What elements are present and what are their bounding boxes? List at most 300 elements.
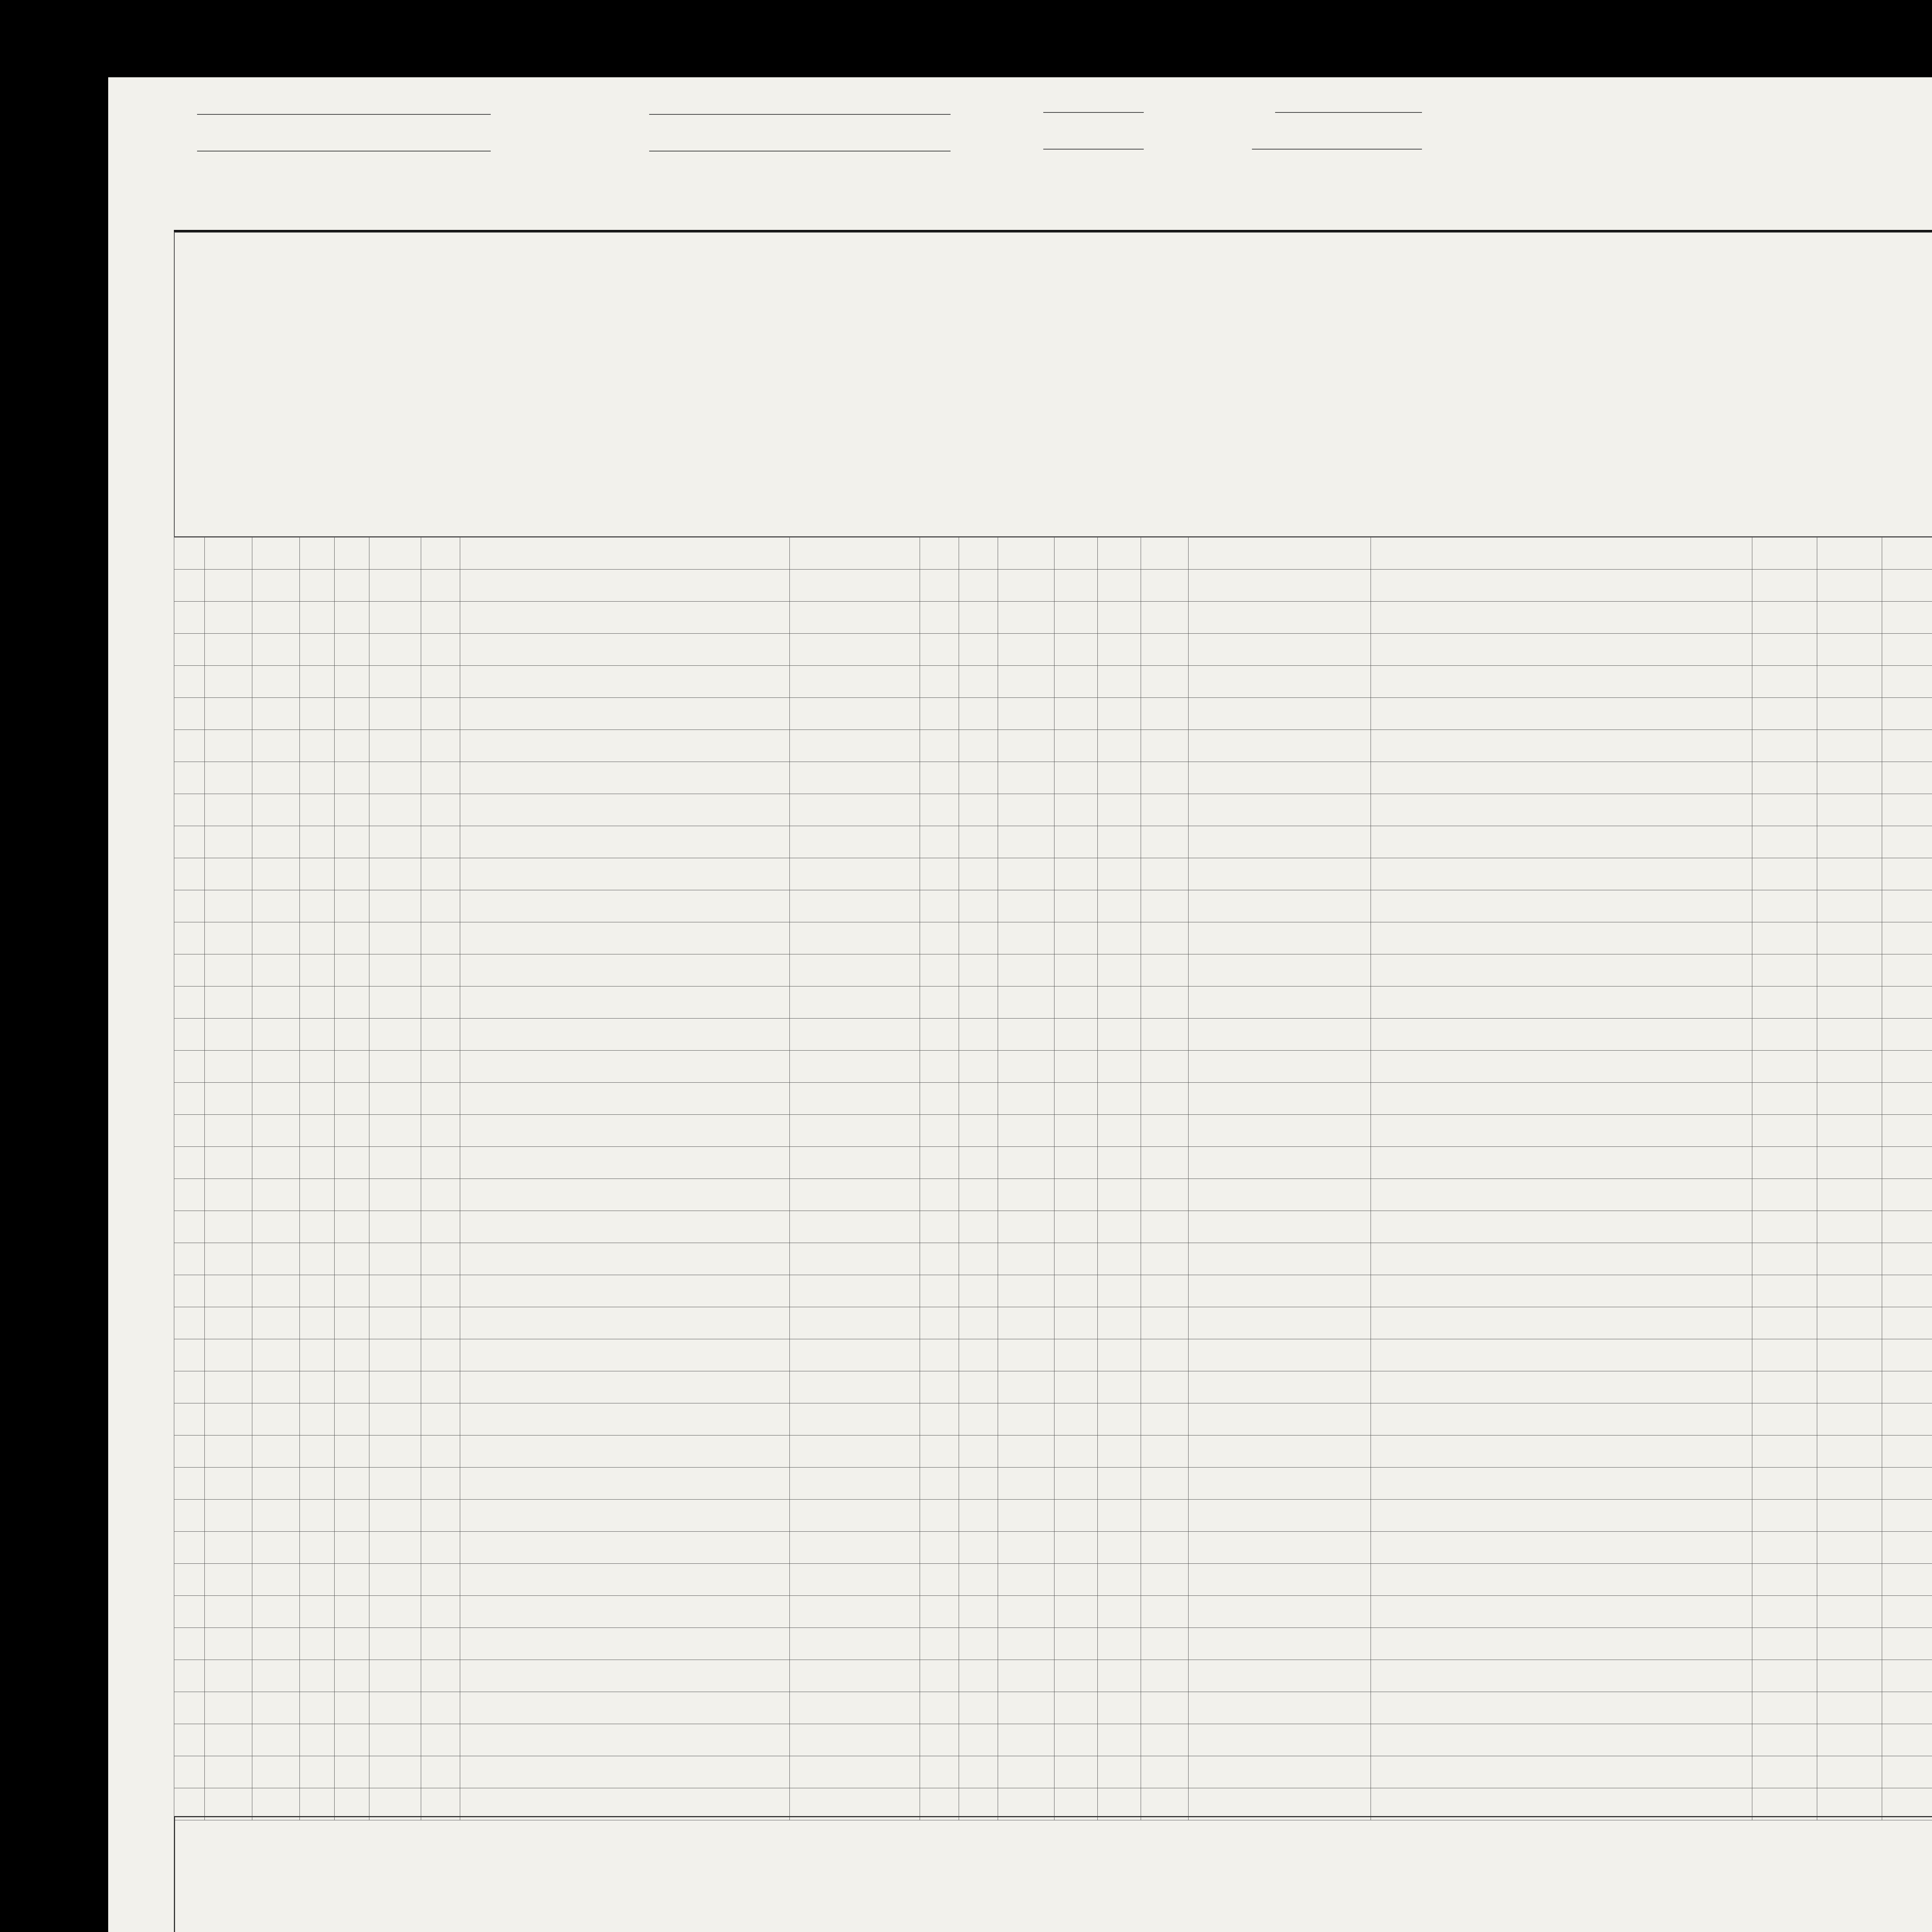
cell-blank: [421, 1435, 460, 1468]
cell-own: [300, 1435, 335, 1468]
cell-blank: [421, 1628, 460, 1660]
cell-res: [1371, 858, 1752, 890]
cell-own: [300, 1564, 335, 1596]
cell-name: [460, 1243, 790, 1275]
cell-fam: [252, 1307, 299, 1339]
cell-emp: [1752, 698, 1817, 730]
cell-occ: [1882, 634, 1932, 666]
cell-house: [204, 1339, 252, 1371]
cell-sch: [1097, 1724, 1141, 1756]
cell-res: [1371, 698, 1752, 730]
cell-value: [335, 794, 369, 826]
cell-hrs: [1817, 1211, 1882, 1243]
cell-res: [1371, 1435, 1752, 1468]
cell-line: [174, 1500, 205, 1532]
cell-farm: [369, 1051, 421, 1083]
cell-fam: [252, 1179, 299, 1211]
cell-fam: [252, 794, 299, 826]
cell-own: [300, 794, 335, 826]
cell-house: [204, 986, 252, 1019]
cell-grade: [1141, 1756, 1188, 1788]
cell-rel: [790, 1724, 920, 1756]
cell-race: [959, 1115, 998, 1147]
cell-grade: [1141, 1147, 1188, 1179]
cell-hrs: [1817, 602, 1882, 634]
cell-name: [460, 602, 790, 634]
cell-farm: [369, 1083, 421, 1115]
cell-mar: [1054, 890, 1097, 922]
cell-line: [174, 634, 205, 666]
cell-line: [174, 1724, 205, 1756]
cell-value: [335, 1692, 369, 1724]
cell-race: [959, 1243, 998, 1275]
cell-res: [1371, 1115, 1752, 1147]
cell-age: [998, 762, 1054, 794]
cell-race: [959, 1083, 998, 1115]
cell-house: [204, 1403, 252, 1435]
cell-blank: [421, 1147, 460, 1179]
cell-res: [1371, 1756, 1752, 1788]
cell-fam: [252, 1147, 299, 1179]
cell-mar: [1054, 1692, 1097, 1724]
cell-rel: [790, 1564, 920, 1596]
cell-line: [174, 666, 205, 698]
cell-grade: [1141, 1307, 1188, 1339]
cell-res: [1371, 730, 1752, 762]
cell-emp: [1752, 1435, 1817, 1468]
cell-race: [959, 1339, 998, 1371]
cell-value: [335, 1788, 369, 1820]
cell-race: [959, 570, 998, 602]
cell-own: [300, 858, 335, 890]
cell-line: [174, 537, 205, 570]
cell-name: [460, 1788, 790, 1820]
cell-rel: [790, 1756, 920, 1788]
cell-fam: [252, 922, 299, 954]
cell-value: [335, 1051, 369, 1083]
cell-hrs: [1817, 1788, 1882, 1820]
cell-emp: [1752, 826, 1817, 858]
cell-own: [300, 602, 335, 634]
cell-grade: [1141, 986, 1188, 1019]
cell-mar: [1054, 1307, 1097, 1339]
cell-mar: [1054, 1211, 1097, 1243]
cell-house: [204, 1724, 252, 1756]
table-row: [174, 762, 1932, 794]
cell-own: [300, 1275, 335, 1307]
cell-birth: [1189, 1371, 1371, 1403]
cell-occ: [1882, 762, 1932, 794]
cell-farm: [369, 730, 421, 762]
cell-hrs: [1817, 1339, 1882, 1371]
cell-mar: [1054, 1179, 1097, 1211]
cell-name: [460, 698, 790, 730]
cell-name: [460, 1339, 790, 1371]
cell-sch: [1097, 1596, 1141, 1628]
cell-age: [998, 1307, 1054, 1339]
cell-mar: [1054, 666, 1097, 698]
cell-rel: [790, 890, 920, 922]
cell-sex: [920, 1788, 959, 1820]
cell-blank: [421, 1500, 460, 1532]
cell-birth: [1189, 1403, 1371, 1435]
cell-fam: [252, 1628, 299, 1660]
cell-hrs: [1817, 794, 1882, 826]
cell-own: [300, 1756, 335, 1788]
cell-line: [174, 858, 205, 890]
cell-value: [335, 602, 369, 634]
cell-rel: [790, 1468, 920, 1500]
cell-fam: [252, 1468, 299, 1500]
cell-race: [959, 1435, 998, 1468]
cell-grade: [1141, 1019, 1188, 1051]
cell-grade: [1141, 858, 1188, 890]
cell-grade: [1141, 1243, 1188, 1275]
cell-birth: [1189, 570, 1371, 602]
cell-race: [959, 1596, 998, 1628]
cell-house: [204, 698, 252, 730]
cell-mar: [1054, 1788, 1097, 1820]
cell-mar: [1054, 858, 1097, 890]
cell-birth: [1189, 1596, 1371, 1628]
cell-rel: [790, 1339, 920, 1371]
cell-name: [460, 634, 790, 666]
cell-age: [998, 537, 1054, 570]
cell-sex: [920, 1019, 959, 1051]
cell-house: [204, 954, 252, 986]
cell-rel: [790, 1019, 920, 1051]
cell-mar: [1054, 1564, 1097, 1596]
cell-sch: [1097, 986, 1141, 1019]
cell-race: [959, 1179, 998, 1211]
cell-age: [998, 1243, 1054, 1275]
cell-sex: [920, 1083, 959, 1115]
cell-sex: [920, 762, 959, 794]
cell-hrs: [1817, 1275, 1882, 1307]
cell-line: [174, 1564, 205, 1596]
cell-res: [1371, 794, 1752, 826]
cell-age: [998, 1660, 1054, 1692]
cell-farm: [369, 1468, 421, 1500]
cell-name: [460, 826, 790, 858]
cell-res: [1371, 1083, 1752, 1115]
cell-fam: [252, 762, 299, 794]
cell-farm: [369, 1115, 421, 1147]
cell-birth: [1189, 1788, 1371, 1820]
cell-emp: [1752, 1243, 1817, 1275]
cell-occ: [1882, 1756, 1932, 1788]
cell-own: [300, 634, 335, 666]
cell-birth: [1189, 1756, 1371, 1788]
cell-race: [959, 1147, 998, 1179]
cell-emp: [1752, 1179, 1817, 1211]
cell-name: [460, 794, 790, 826]
cell-name: [460, 1468, 790, 1500]
cell-birth: [1189, 1211, 1371, 1243]
cell-rel: [790, 1243, 920, 1275]
cell-blank: [421, 794, 460, 826]
cell-sch: [1097, 1147, 1141, 1179]
cell-hrs: [1817, 762, 1882, 794]
cell-grade: [1141, 1500, 1188, 1532]
cell-birth: [1189, 1435, 1371, 1468]
table-row: [174, 1307, 1932, 1339]
cell-own: [300, 1468, 335, 1500]
cell-farm: [369, 1660, 421, 1692]
cell-blank: [421, 1660, 460, 1692]
cell-res: [1371, 1692, 1752, 1724]
cell-line: [174, 1179, 205, 1211]
cell-value: [335, 570, 369, 602]
cell-blank: [421, 1788, 460, 1820]
cell-name: [460, 1532, 790, 1564]
cell-farm: [369, 1788, 421, 1820]
cell-value: [335, 890, 369, 922]
cell-fam: [252, 826, 299, 858]
cell-blank: [421, 1371, 460, 1403]
cell-house: [204, 634, 252, 666]
cell-birth: [1189, 986, 1371, 1019]
cell-own: [300, 1692, 335, 1724]
cell-age: [998, 1019, 1054, 1051]
table-row: [174, 1532, 1932, 1564]
cell-fam: [252, 1564, 299, 1596]
cell-age: [998, 1115, 1054, 1147]
cell-hrs: [1817, 1692, 1882, 1724]
cell-emp: [1752, 730, 1817, 762]
cell-sex: [920, 1115, 959, 1147]
cell-birth: [1189, 1564, 1371, 1596]
table-row: [174, 890, 1932, 922]
cell-race: [959, 1275, 998, 1307]
cell-rel: [790, 1211, 920, 1243]
cell-line: [174, 1756, 205, 1788]
cell-res: [1371, 1532, 1752, 1564]
cell-mar: [1054, 602, 1097, 634]
cell-farm: [369, 1275, 421, 1307]
cell-mar: [1054, 1243, 1097, 1275]
cell-res: [1371, 1500, 1752, 1532]
cell-birth: [1189, 1179, 1371, 1211]
cell-grade: [1141, 954, 1188, 986]
cell-occ: [1882, 1275, 1932, 1307]
cell-hrs: [1817, 1756, 1882, 1788]
cell-name: [460, 1179, 790, 1211]
cell-hrs: [1817, 986, 1882, 1019]
cell-emp: [1752, 1115, 1817, 1147]
cell-farm: [369, 1243, 421, 1275]
cell-value: [335, 1532, 369, 1564]
cell-own: [300, 1051, 335, 1083]
cell-occ: [1882, 1115, 1932, 1147]
cell-house: [204, 666, 252, 698]
cell-name: [460, 922, 790, 954]
cell-res: [1371, 1371, 1752, 1403]
cell-line: [174, 762, 205, 794]
cell-birth: [1189, 762, 1371, 794]
cell-line: [174, 986, 205, 1019]
cell-value: [335, 1339, 369, 1371]
cell-blank: [421, 1564, 460, 1596]
cell-hrs: [1817, 1724, 1882, 1756]
cell-age: [998, 1500, 1054, 1532]
cell-name: [460, 1307, 790, 1339]
cell-farm: [369, 1596, 421, 1628]
population-table: [174, 537, 1932, 1820]
cell-age: [998, 1403, 1054, 1435]
cell-grade: [1141, 1115, 1188, 1147]
table-row: [174, 986, 1932, 1019]
cell-own: [300, 1115, 335, 1147]
cell-blank: [421, 666, 460, 698]
cell-birth: [1189, 634, 1371, 666]
cell-value: [335, 1435, 369, 1468]
cell-sch: [1097, 794, 1141, 826]
cell-sch: [1097, 634, 1141, 666]
cell-farm: [369, 890, 421, 922]
cell-hrs: [1817, 1596, 1882, 1628]
cell-fam: [252, 1371, 299, 1403]
cell-value: [335, 1211, 369, 1243]
cell-value: [335, 1628, 369, 1660]
cell-birth: [1189, 1307, 1371, 1339]
cell-name: [460, 1564, 790, 1596]
cell-sch: [1097, 1628, 1141, 1660]
cell-own: [300, 1403, 335, 1435]
cell-sex: [920, 1756, 959, 1788]
cell-line: [174, 890, 205, 922]
cell-sex: [920, 858, 959, 890]
cell-occ: [1882, 1083, 1932, 1115]
cell-occ: [1882, 1051, 1932, 1083]
cell-own: [300, 922, 335, 954]
cell-sex: [920, 1660, 959, 1692]
table-row: [174, 1788, 1932, 1820]
cell-sch: [1097, 826, 1141, 858]
cell-own: [300, 537, 335, 570]
cell-age: [998, 890, 1054, 922]
table-row: [174, 1339, 1932, 1371]
cell-sex: [920, 1403, 959, 1435]
cell-grade: [1141, 1788, 1188, 1820]
cell-house: [204, 570, 252, 602]
table-row: [174, 570, 1932, 602]
cell-line: [174, 1051, 205, 1083]
cell-emp: [1752, 1628, 1817, 1660]
cell-value: [335, 1307, 369, 1339]
cell-occ: [1882, 1371, 1932, 1403]
cell-line: [174, 1115, 205, 1147]
cell-name: [460, 1692, 790, 1724]
cell-name: [460, 1371, 790, 1403]
cell-grade: [1141, 1468, 1188, 1500]
cell-age: [998, 1275, 1054, 1307]
cell-mar: [1054, 1115, 1097, 1147]
cell-sch: [1097, 1211, 1141, 1243]
cell-res: [1371, 1788, 1752, 1820]
cell-hrs: [1817, 537, 1882, 570]
cell-hrs: [1817, 1147, 1882, 1179]
cell-own: [300, 1724, 335, 1756]
cell-rel: [790, 986, 920, 1019]
cell-occ: [1882, 890, 1932, 922]
cell-own: [300, 1083, 335, 1115]
cell-mar: [1054, 954, 1097, 986]
table-row: [174, 1211, 1932, 1243]
cell-grade: [1141, 1692, 1188, 1724]
cell-race: [959, 1371, 998, 1403]
table-row: [174, 537, 1932, 570]
cell-name: [460, 890, 790, 922]
cell-blank: [421, 1339, 460, 1371]
cell-farm: [369, 1564, 421, 1596]
cell-hrs: [1817, 1115, 1882, 1147]
cell-sch: [1097, 1532, 1141, 1564]
cell-grade: [1141, 1083, 1188, 1115]
cell-house: [204, 1564, 252, 1596]
cell-sex: [920, 1564, 959, 1596]
cell-line: [174, 1788, 205, 1820]
cell-blank: [421, 1468, 460, 1500]
cell-sex: [920, 666, 959, 698]
cell-hrs: [1817, 570, 1882, 602]
cell-house: [204, 826, 252, 858]
cell-fam: [252, 986, 299, 1019]
cell-line: [174, 1083, 205, 1115]
cell-occ: [1882, 1564, 1932, 1596]
cell-age: [998, 954, 1054, 986]
table-row: [174, 1692, 1932, 1724]
cell-birth: [1189, 730, 1371, 762]
cell-age: [998, 1179, 1054, 1211]
cell-farm: [369, 986, 421, 1019]
cell-race: [959, 1532, 998, 1564]
cell-race: [959, 762, 998, 794]
cell-value: [335, 826, 369, 858]
cell-name: [460, 1724, 790, 1756]
cell-birth: [1189, 1692, 1371, 1724]
cell-farm: [369, 1147, 421, 1179]
cell-race: [959, 1307, 998, 1339]
cell-farm: [369, 1756, 421, 1788]
cell-res: [1371, 1147, 1752, 1179]
cell-fam: [252, 1660, 299, 1692]
cell-blank: [421, 1724, 460, 1756]
cell-age: [998, 666, 1054, 698]
cell-line: [174, 1468, 205, 1500]
cell-mar: [1054, 1147, 1097, 1179]
cell-name: [460, 762, 790, 794]
cell-name: [460, 1083, 790, 1115]
cell-grade: [1141, 794, 1188, 826]
cell-age: [998, 1371, 1054, 1403]
cell-mar: [1054, 1435, 1097, 1468]
cell-birth: [1189, 1660, 1371, 1692]
cell-res: [1371, 1243, 1752, 1275]
cell-name: [460, 1211, 790, 1243]
cell-sex: [920, 794, 959, 826]
cell-blank: [421, 1083, 460, 1115]
cell-birth: [1189, 1500, 1371, 1532]
cell-fam: [252, 1788, 299, 1820]
cell-house: [204, 1019, 252, 1051]
cell-hrs: [1817, 954, 1882, 986]
cell-farm: [369, 1692, 421, 1724]
cell-sch: [1097, 1371, 1141, 1403]
cell-rel: [790, 1500, 920, 1532]
cell-line: [174, 1275, 205, 1307]
cell-blank: [421, 1179, 460, 1211]
